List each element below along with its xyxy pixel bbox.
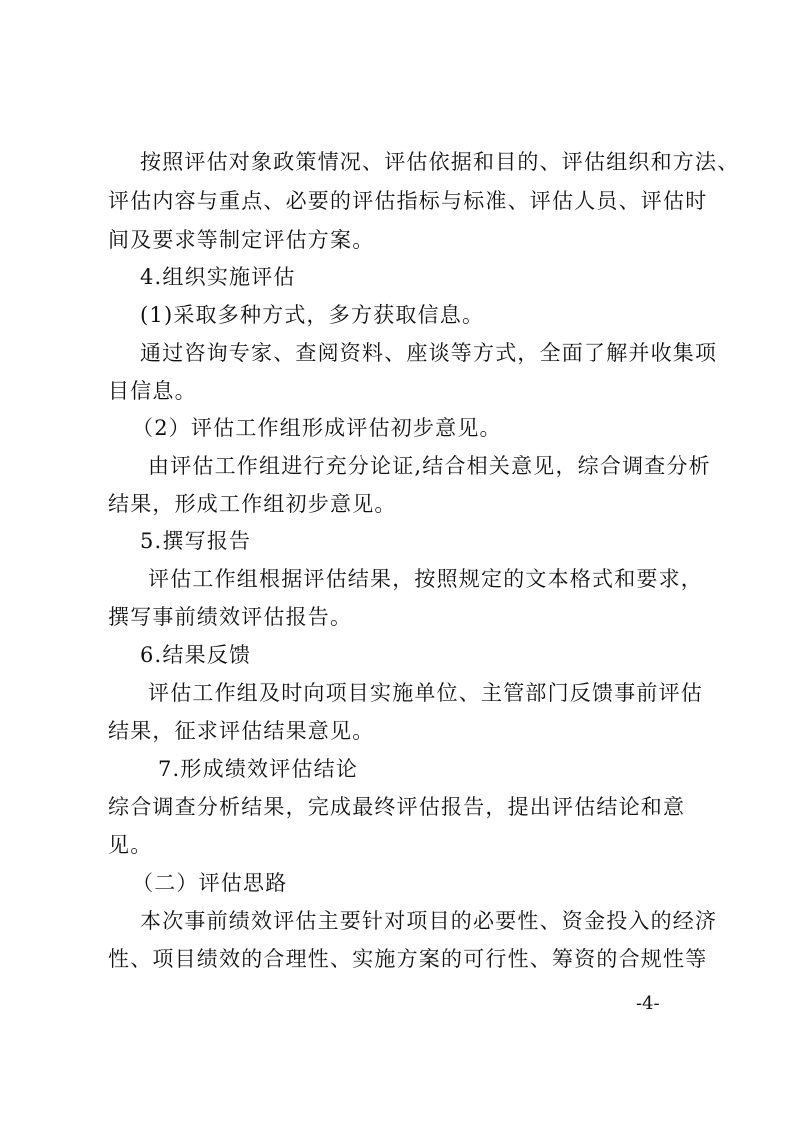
section-heading: （二）评估思路 bbox=[132, 871, 288, 895]
text-line: 评估工作组及时向项目实施单位、主管部门反馈事前评估 bbox=[148, 681, 703, 705]
text-line: 评估内容与重点、必要的评估指标与标准、评估人员、评估时 bbox=[108, 189, 708, 213]
page-number: -4- bbox=[636, 993, 660, 1014]
text-line: 综合调查分析结果，完成最终评估报告，提出评估结论和意 bbox=[108, 795, 686, 819]
section-heading: 7.形成绩效评估结论 bbox=[158, 757, 359, 781]
text-line: 撰写事前绩效评估报告。 bbox=[108, 605, 353, 629]
text-line: 性、项目绩效的合理性、实施方案的可行性、筹资的合规性等 bbox=[108, 947, 708, 971]
text-line: 目信息。 bbox=[108, 379, 197, 403]
subsection-heading: (1)采取多种方式，多方获取信息。 bbox=[140, 303, 485, 327]
section-heading: 4.组织实施评估 bbox=[140, 265, 296, 289]
text-line: 间及要求等制定评估方案。 bbox=[108, 228, 375, 252]
text-line: 见。 bbox=[108, 833, 153, 857]
text-line: 本次事前绩效评估主要针对项目的必要性、资金投入的经济 bbox=[140, 909, 718, 933]
text-line: 结果，形成工作组初步意见。 bbox=[108, 492, 397, 516]
subsection-heading: （2）评估工作组形成评估初步意见。 bbox=[132, 416, 502, 440]
section-heading: 6.结果反馈 bbox=[140, 643, 252, 667]
text-line: 结果，征求评估结果意见。 bbox=[108, 719, 375, 743]
section-heading: 5.撰写报告 bbox=[140, 529, 252, 553]
text-line: 按照评估对象政策情况、评估依据和目的、评估组织和方法、 bbox=[140, 150, 740, 174]
text-line: 通过咨询专家、查阅资料、座谈等方式，全面了解并收集项 bbox=[140, 341, 718, 365]
text-line: 评估工作组根据评估结果，按照规定的文本格式和要求， bbox=[148, 567, 703, 591]
text-line: 由评估工作组进行充分论证,结合相关意见，综合调查分析 bbox=[148, 454, 711, 478]
